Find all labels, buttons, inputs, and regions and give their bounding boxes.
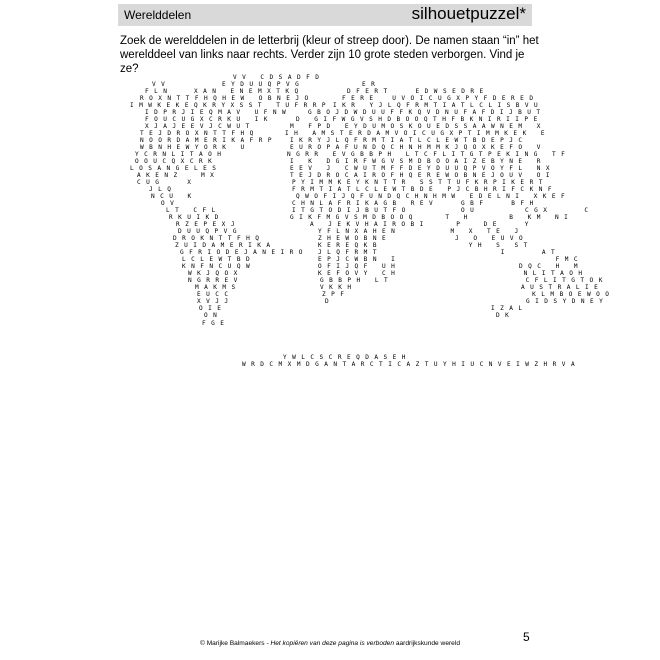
letter-row: I Z A L — [491, 305, 523, 312]
footer — [200, 640, 460, 647]
letter-row: I T G T O D I J B U T F O O U C G X C — [292, 207, 589, 214]
page-number: 5 — [523, 630, 530, 644]
letter-row: X J A J E E V J C W U T — [145, 123, 251, 130]
letter-row: E Y D U U Q P V G — [222, 81, 300, 88]
letter-row: J L Q F R M T I A T — [318, 249, 556, 256]
letter-row: X A N E N E M X T K Q — [194, 88, 300, 95]
letter-row: E U C C — [197, 291, 229, 298]
letter-row: F O U C U G X C R K U I K — [145, 116, 269, 123]
letter-row: O N — [204, 312, 218, 319]
letter-row: N G R R E V G B B P H L T C F L I T G T P E K I N G T F — [287, 151, 566, 158]
letter-row: I H A M S T E R D A M V O I C U G X P T I M M K E K E — [285, 130, 546, 137]
instructions: Zoek de werelddelen in de letterbrij (kleur of streep door). De namen staan “in” het werelddeel van links naar rechts. Verder zijn 10 grote steden verborgen. Vind je ze? — [120, 35, 539, 75]
letter-row: Z P F K L M B O E W O O — [322, 291, 610, 298]
letter-row: C H N L A F R I K A G B R E V G B F B F H — [292, 200, 535, 207]
letter-row: O F I J Q F U H D Q C H M — [318, 263, 579, 270]
letter-row: O I E — [199, 305, 222, 312]
letter-row: A K E N Z M X — [137, 172, 215, 179]
letter-row: E R — [362, 81, 376, 88]
letter-row: L C L E W T B D — [182, 256, 251, 263]
letter-row: V K K H A U S T R A L I E — [320, 284, 599, 291]
letter-row: A J E K V H A I R O B I P D E Y — [310, 221, 530, 228]
letter-row: Y C R N L I T A O H — [135, 151, 222, 158]
letter-row: E P J C W B N I F M C — [318, 256, 579, 263]
letter-row: I M W K E K E Q K R Y X S S T T U F R R P — [130, 102, 327, 109]
letter-row: O O U C Q X C R K — [135, 158, 213, 165]
letter-row: M A K M S — [195, 284, 237, 291]
letter-row: I K R Y J L Q F R M T I A T L C L E W T B D E P J C — [290, 137, 524, 144]
letter-row: D R O K N T T F H Q — [173, 235, 260, 242]
letter-row: T E J D R O C A I R O F H Q E R E W O B N E J O U V O I — [290, 172, 551, 179]
footer-copyright: © Marijke Balmaekers — [200, 640, 265, 647]
letter-row: D G I F W G V S H D B O O Q T H F B K N I R I I P E — [296, 116, 539, 123]
letter-row: O V — [161, 200, 175, 207]
letter-row: X V J J — [197, 298, 229, 305]
letter-row: E E V J C W U T M F F D E Y D U U Q P V O Y F L N X — [290, 165, 551, 172]
letter-row: C U G X — [137, 179, 192, 186]
letter-row: D G I D S Y D N E Y — [325, 298, 604, 305]
letter-row: Q W O F I J Q F U N D Q C H N H M W E D E L N I X K E F — [296, 193, 566, 200]
letter-row: Z H E W O B N E J O E U V O — [318, 235, 524, 242]
letter-row: K E F O V Y C H N L I T A O H — [318, 270, 583, 277]
letter-row: W K J Q O X — [188, 270, 239, 277]
letter-row: W B N H E W Y O R K U — [140, 144, 246, 151]
letter-row: M F P D E Y D U M O S K O U E D S S A A W N E M X — [290, 123, 542, 130]
letter-row: W R D C M X M D G A N T A R C T I C A Z T U Y H I U C N V E I W Z H R V A — [242, 361, 576, 368]
letter-row: I D P R J I E Q M A V U F N W — [145, 109, 287, 116]
letter-row: V V — [152, 81, 166, 88]
letter-row: Y F L N X A H E N M X T E J — [318, 228, 520, 235]
letter-row: G B B P H L T C F L I T G T O K — [320, 277, 604, 284]
letter-row: D F E R T E D W S E D R E — [347, 88, 485, 95]
letter-row: K N F N C U Q W — [182, 263, 251, 270]
letter-row: Z U I D A M E R I K A — [175, 242, 271, 249]
letter-row: F E R E U V O I C U G X P Y F D E R E D — [342, 95, 534, 102]
letter-row: R O X N T T F H Q H E W O B N E J O — [140, 95, 310, 102]
letter-row: I K R Y J L Q F R M T I A T L C L I S B V U — [333, 102, 539, 109]
letter-row: E U R O P A F U N D Q C H N H M M K J Q O X K E F O V — [290, 144, 542, 151]
letter-row: G F R I O D E J A N E I R O — [180, 249, 304, 256]
footer-series: aardrijkskunde wereld — [395, 640, 460, 647]
letter-row: L T C F L — [166, 207, 217, 214]
letter-row: J L Q — [149, 186, 172, 193]
letter-row: N C U K — [151, 193, 193, 200]
letter-row: I K D G I R F W G V S M D B O O A I Z E B Y N E R — [290, 158, 542, 165]
letter-row: P Y I M M K E Y K N T T R S S T T U F K R P I K E R T — [292, 179, 544, 186]
letter-row: Y W L C S C R E Q D A S E H — [283, 354, 407, 361]
letter-row: F L N — [145, 88, 168, 95]
letter-row: V V C D S A D F D — [233, 74, 320, 81]
letter-row: R Z E P E X J — [176, 221, 236, 228]
footer-notice: - Het kopiëren van deze pagina is verboden — [266, 640, 394, 647]
page-title: silhouetpuzzel* — [411, 4, 526, 23]
letter-row: N O O R D A M E R I K A F R P — [140, 137, 273, 144]
letter-row: R K U I K D — [169, 214, 220, 221]
letter-row: F R M T I A T L C L E W T B D E P J C B H R I F C K N F — [292, 186, 553, 193]
letter-row: G I K F M G V S M D B O O Q T H B K M N I — [290, 214, 569, 221]
letter-row: K E R E Q K B Y H S S T — [318, 242, 529, 249]
letter-row: D U U Q P V G — [178, 228, 238, 235]
section-label: Werelddelen — [124, 8, 192, 22]
letter-row: G B O J D W D U U F F K Q V D N U F A F D I J B U T — [308, 109, 542, 116]
letter-row: T E J D R O X N T T F H Q — [140, 130, 255, 137]
letter-row: D K — [496, 312, 510, 319]
letter-row: N G R R E V — [188, 277, 239, 284]
letter-row: F G E — [202, 320, 225, 327]
letter-row: L O S A N G E L E S — [130, 165, 217, 172]
